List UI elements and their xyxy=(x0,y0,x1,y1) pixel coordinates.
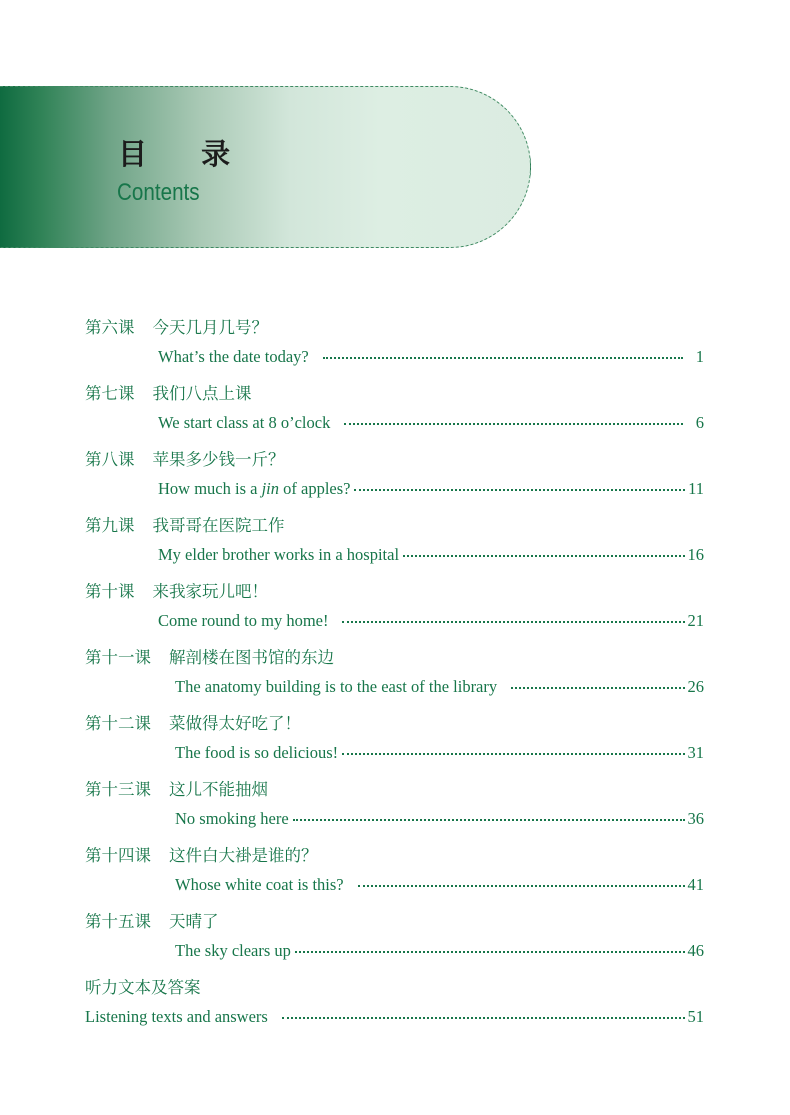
page-number: 1 xyxy=(695,347,704,366)
toc-entry-lesson-13-cn[interactable] xyxy=(85,782,268,799)
toc-entry-lesson-6-en[interactable] xyxy=(158,349,704,366)
toc-entry-appendix-en[interactable] xyxy=(85,1009,704,1026)
lesson-title-en: My elder brother works in a hospital xyxy=(158,545,400,564)
toc-entry-appendix-cn[interactable]: 听力文本及答案 xyxy=(85,978,201,997)
leader-dots xyxy=(323,357,683,359)
lesson-title-cn: 天晴了 xyxy=(169,912,219,931)
toc-entry-lesson-13-en[interactable] xyxy=(175,811,704,828)
toc-entry-lesson-12-cn[interactable] xyxy=(85,716,301,733)
leader-dots xyxy=(511,687,684,689)
page-number: 11 xyxy=(688,479,704,498)
lesson-title-en: The food is so delicious! xyxy=(175,743,339,762)
lesson-title-cn: 菜做得太好吃了！ xyxy=(169,714,301,733)
lesson-number: 第十五课 xyxy=(85,912,151,931)
leader-dots xyxy=(403,555,684,557)
toc-entry-lesson-15-cn[interactable] xyxy=(85,914,219,931)
toc-entry-lesson-9-en[interactable] xyxy=(158,547,704,564)
toc-entry-lesson-9-cn[interactable] xyxy=(85,518,285,535)
page-number: 31 xyxy=(687,743,704,762)
lesson-title-cn: 苹果多少钱一斤？ xyxy=(152,450,285,469)
lesson-title-en: Whose white coat is this? xyxy=(175,875,344,894)
toc-entry-lesson-11-cn[interactable] xyxy=(85,650,334,667)
toc-entry-lesson-12-en[interactable] xyxy=(175,745,704,762)
lesson-title-cn: 解剖楼在图书馆的东边 xyxy=(169,648,334,667)
lesson-number: 第十三课 xyxy=(85,780,151,799)
toc-entry-lesson-7-en[interactable] xyxy=(158,415,704,432)
page-number: 41 xyxy=(687,875,704,894)
toc-entry-lesson-8-cn[interactable] xyxy=(85,452,285,469)
lesson-number: 第十二课 xyxy=(85,714,151,733)
lesson-number: 第九课 xyxy=(85,516,135,535)
lesson-title-en: The anatomy building is to the east of the library xyxy=(175,677,498,696)
leader-dots xyxy=(354,489,685,491)
page-number: 26 xyxy=(687,677,704,696)
lesson-title-cn: 我哥哥在医院工作 xyxy=(152,516,285,535)
lesson-number: 第七课 xyxy=(85,384,135,403)
lesson-title-cn: 来我家玩儿吧！ xyxy=(152,582,268,601)
lesson-number: 第八课 xyxy=(85,450,135,469)
leader-dots xyxy=(358,885,685,887)
toc-entry-lesson-14-cn[interactable] xyxy=(85,848,318,865)
page-number: 36 xyxy=(687,809,704,828)
lesson-title-en: How much is a jin of apples? xyxy=(158,479,351,498)
toc-entry-lesson-8-en[interactable] xyxy=(158,481,704,498)
lesson-title-en: The sky clears up xyxy=(175,941,291,960)
lesson-title-cn: 今天几月几号？ xyxy=(152,318,268,337)
leader-dots xyxy=(342,753,684,755)
page-number: 21 xyxy=(687,611,704,630)
leader-dots xyxy=(344,423,682,425)
lesson-number: 第六课 xyxy=(85,318,135,337)
leader-dots xyxy=(282,1017,685,1019)
toc-entry-lesson-15-en[interactable] xyxy=(175,943,704,960)
toc-entry-lesson-14-en[interactable] xyxy=(175,877,704,894)
lesson-title-cn: 我们八点上课 xyxy=(152,384,252,403)
appendix-title-en: Listening texts and answers xyxy=(85,1007,268,1026)
lesson-title-en: We start class at 8 o’clock xyxy=(158,413,331,432)
page-subtitle: Contents xyxy=(117,179,200,206)
leader-dots xyxy=(342,621,684,623)
toc-entry-lesson-11-en[interactable] xyxy=(175,679,704,696)
lesson-title-en: Come round to my home! xyxy=(158,611,329,630)
page-number: 46 xyxy=(687,941,704,960)
lesson-number: 第十四课 xyxy=(85,846,151,865)
lesson-number: 第十课 xyxy=(85,582,135,601)
toc-entry-lesson-10-cn[interactable] xyxy=(85,584,268,601)
page-number: 51 xyxy=(687,1007,704,1026)
lesson-title-cn: 这儿不能抽烟 xyxy=(169,780,268,799)
lesson-title-en: No smoking here xyxy=(175,809,289,828)
page-title: 目 录 xyxy=(118,137,253,171)
leader-dots xyxy=(293,819,685,821)
page-number: 16 xyxy=(687,545,704,564)
toc-entry-lesson-10-en[interactable] xyxy=(158,613,704,630)
lesson-title-en: What’s the date today? xyxy=(158,347,309,366)
lesson-number: 第十一课 xyxy=(85,648,151,667)
toc-entry-lesson-6-cn[interactable] xyxy=(85,320,268,337)
leader-dots xyxy=(295,951,685,953)
page-number: 6 xyxy=(695,413,704,432)
lesson-title-cn: 这件白大褂是谁的？ xyxy=(169,846,318,865)
toc-entry-lesson-7-cn[interactable] xyxy=(85,386,252,403)
